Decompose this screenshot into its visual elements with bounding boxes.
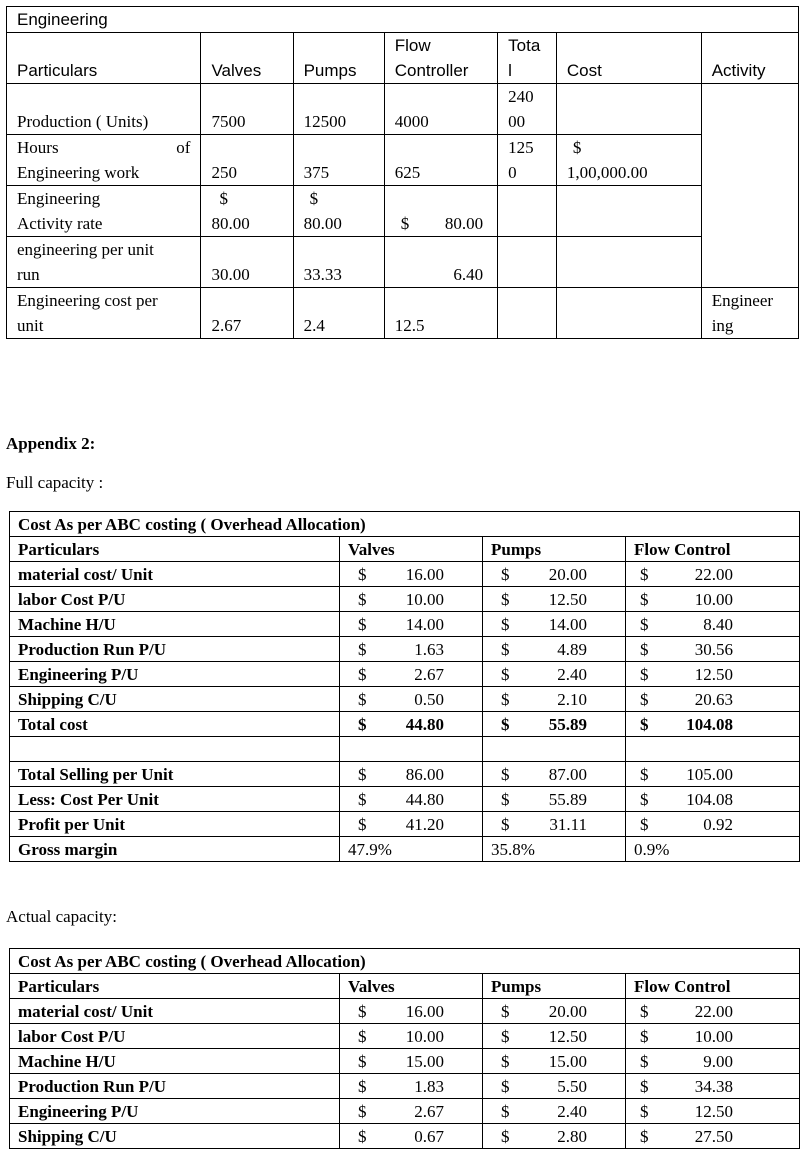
row-value: 10.00 bbox=[405, 590, 444, 609]
full-spacer-row bbox=[10, 737, 800, 762]
header-particulars: Particulars bbox=[7, 33, 201, 84]
actual-capacity-table bbox=[9, 948, 800, 1149]
currency-symbol: $ bbox=[640, 1077, 649, 1096]
table-row bbox=[10, 1099, 800, 1124]
row-value-cell bbox=[340, 662, 483, 687]
currency-symbol: $ bbox=[358, 565, 367, 584]
row-value-cell bbox=[483, 637, 626, 662]
full-gross-margin-row: Gross margin 47.9% 35.8% 0.9% bbox=[10, 837, 800, 862]
row-value: 34.38 bbox=[694, 1077, 734, 1096]
row-value-cell bbox=[483, 1124, 626, 1149]
row-value: 14.00 bbox=[548, 615, 587, 634]
currency-symbol: $ bbox=[640, 1002, 649, 1021]
table-row bbox=[10, 612, 800, 637]
table-row bbox=[10, 1024, 800, 1049]
row-value-cell bbox=[483, 1074, 626, 1099]
cpu-cost bbox=[556, 288, 701, 339]
currency-symbol: $ bbox=[640, 665, 649, 684]
production-cost bbox=[556, 84, 701, 135]
header-activity: Activity bbox=[701, 33, 798, 84]
per-run-valves: 30.00 bbox=[201, 237, 293, 288]
row-label: Shipping C/U bbox=[10, 687, 340, 712]
currency-symbol: $ bbox=[358, 1127, 367, 1146]
row-value: 2.67 bbox=[414, 665, 444, 684]
hours-label: Hours of Engineering work bbox=[7, 135, 201, 186]
row-value: 15.00 bbox=[405, 1052, 444, 1071]
currency-symbol: $ bbox=[501, 615, 510, 634]
currency-symbol: $ bbox=[501, 1027, 510, 1046]
row-value: 8.40 bbox=[703, 615, 734, 634]
currency-symbol: $ bbox=[501, 1052, 510, 1071]
row-value-cell bbox=[340, 1074, 483, 1099]
currency-symbol: $ bbox=[501, 1002, 510, 1021]
engineering-table bbox=[6, 6, 799, 339]
row-value-cell bbox=[340, 1099, 483, 1124]
row-value-cell bbox=[626, 562, 800, 587]
row-label: Engineering P/U bbox=[10, 662, 340, 687]
header-pumps: Pumps bbox=[293, 33, 384, 84]
cpu-pumps: 2.4 bbox=[293, 288, 384, 339]
rate-flow: $ 80.00 bbox=[384, 186, 497, 237]
currency-symbol: $ bbox=[501, 1102, 510, 1121]
full-profit-row: Profit per Unit $ 41.20 $ 31.11 $ 0.92 bbox=[10, 812, 800, 837]
actual-header-particulars: Particulars bbox=[10, 974, 340, 999]
table-row bbox=[10, 662, 800, 687]
currency-symbol: $ bbox=[501, 590, 510, 609]
header-total: Tota l bbox=[498, 33, 557, 84]
row-label: labor Cost P/U bbox=[10, 1024, 340, 1049]
row-label: Shipping C/U bbox=[10, 1124, 340, 1149]
engineering-title: Engineering bbox=[7, 7, 799, 33]
hours-total: 125 0 bbox=[498, 135, 557, 186]
production-flow: 4000 bbox=[384, 84, 497, 135]
currency-symbol: $ bbox=[358, 1027, 367, 1046]
currency-symbol: $ bbox=[640, 565, 649, 584]
hours-pumps: 375 bbox=[293, 135, 384, 186]
row-value-cell bbox=[483, 662, 626, 687]
production-label: Production ( Units) bbox=[7, 84, 201, 135]
row-value-cell bbox=[626, 612, 800, 637]
row-value: 20.63 bbox=[694, 690, 734, 709]
activity-blank bbox=[701, 84, 798, 288]
table-row bbox=[10, 637, 800, 662]
currency-symbol: $ bbox=[358, 1052, 367, 1071]
rate-total bbox=[498, 186, 557, 237]
currency-symbol: $ bbox=[501, 640, 510, 659]
header-flow-controller: Flow Controller bbox=[384, 33, 497, 84]
full-total-row: Total cost $ 44.80 $ 55.89 $ 104.08 bbox=[10, 712, 800, 737]
currency-symbol: $ bbox=[640, 590, 649, 609]
per-run-flow: 6.40 bbox=[384, 237, 497, 288]
full-selling-row: Total Selling per Unit $ 86.00 $ 87.00 $ 105.00 bbox=[10, 762, 800, 787]
table-row bbox=[10, 1074, 800, 1099]
row-value-cell bbox=[626, 637, 800, 662]
row-value-cell bbox=[483, 562, 626, 587]
row-label: Production Run P/U bbox=[10, 1074, 340, 1099]
row-value: 12.50 bbox=[548, 590, 587, 609]
row-value: 2.40 bbox=[557, 1102, 587, 1121]
row-value: 2.10 bbox=[557, 690, 587, 709]
row-label: material cost/ Unit bbox=[10, 562, 340, 587]
per-run-total bbox=[498, 237, 557, 288]
production-total: 240 00 bbox=[498, 84, 557, 135]
row-label: Machine H/U bbox=[10, 1049, 340, 1074]
currency-symbol: $ bbox=[640, 1102, 649, 1121]
currency-symbol: $ bbox=[358, 1002, 367, 1021]
row-value: 10.00 bbox=[694, 590, 734, 609]
row-value: 27.50 bbox=[694, 1127, 734, 1146]
currency-symbol: $ bbox=[358, 690, 367, 709]
row-value: 10.00 bbox=[694, 1027, 734, 1046]
currency-symbol: $ bbox=[358, 640, 367, 659]
row-value-cell bbox=[340, 587, 483, 612]
row-value: 0.67 bbox=[414, 1127, 444, 1146]
row-value: 2.40 bbox=[557, 665, 587, 684]
full-cost-rows bbox=[10, 562, 800, 712]
cpu-label: Engineering cost per unit bbox=[7, 288, 201, 339]
per-run-cost bbox=[556, 237, 701, 288]
row-value-cell bbox=[483, 587, 626, 612]
currency-symbol: $ bbox=[640, 615, 649, 634]
hours-cost: $ 1,00,000.00 bbox=[556, 135, 701, 186]
cpu-total bbox=[498, 288, 557, 339]
table-row bbox=[10, 1124, 800, 1149]
row-value-cell bbox=[626, 587, 800, 612]
full-capacity-table bbox=[9, 511, 800, 862]
currency-symbol: $ bbox=[501, 665, 510, 684]
row-label: Machine H/U bbox=[10, 612, 340, 637]
row-value: 1.63 bbox=[414, 640, 444, 659]
row-value: 15.00 bbox=[548, 1052, 587, 1071]
row-value-cell bbox=[626, 1049, 800, 1074]
row-value-cell bbox=[626, 999, 800, 1024]
row-value-cell bbox=[626, 662, 800, 687]
currency-symbol: $ bbox=[358, 590, 367, 609]
row-value: 12.50 bbox=[548, 1027, 587, 1046]
row-value: 12.50 bbox=[694, 665, 734, 684]
actual-header-pumps: Pumps bbox=[483, 974, 626, 999]
row-value: 14.00 bbox=[405, 615, 444, 634]
currency-symbol: $ bbox=[640, 690, 649, 709]
currency-symbol: $ bbox=[501, 690, 510, 709]
currency-symbol: $ bbox=[358, 615, 367, 634]
actual-capacity-caption: Actual capacity: bbox=[6, 907, 117, 926]
row-value: 4.89 bbox=[557, 640, 587, 659]
full-header-pumps: Pumps bbox=[483, 537, 626, 562]
row-value: 12.50 bbox=[694, 1102, 734, 1121]
row-value-cell bbox=[340, 999, 483, 1024]
table-row bbox=[10, 999, 800, 1024]
full-table-title: Cost As per ABC costing ( Overhead Allocation) bbox=[10, 512, 800, 537]
row-value: 2.67 bbox=[414, 1102, 444, 1121]
appendix-heading: Appendix 2: bbox=[6, 434, 96, 453]
table-row bbox=[10, 562, 800, 587]
rate-label: Engineering Activity rate bbox=[7, 186, 201, 237]
actual-table-title: Cost As per ABC costing ( Overhead Allocation) bbox=[10, 949, 800, 974]
rate-valves: $ 80.00 bbox=[201, 186, 293, 237]
row-value-cell bbox=[626, 1099, 800, 1124]
actual-header-valves: Valves bbox=[340, 974, 483, 999]
per-run-label: engineering per unit run bbox=[7, 237, 201, 288]
currency-symbol: $ bbox=[358, 1077, 367, 1096]
row-value-cell bbox=[340, 612, 483, 637]
cpu-flow: 12.5 bbox=[384, 288, 497, 339]
actual-cost-rows bbox=[10, 999, 800, 1149]
actual-header-flow-control: Flow Control bbox=[626, 974, 800, 999]
per-run-pumps: 33.33 bbox=[293, 237, 384, 288]
cpu-valves: 2.67 bbox=[201, 288, 293, 339]
row-value-cell bbox=[483, 1099, 626, 1124]
row-value: 16.00 bbox=[405, 565, 444, 584]
hours-valves: 250 bbox=[201, 135, 293, 186]
row-value-cell bbox=[340, 637, 483, 662]
row-label: labor Cost P/U bbox=[10, 587, 340, 612]
full-header-particulars: Particulars bbox=[10, 537, 340, 562]
full-capacity-caption: Full capacity : bbox=[6, 473, 104, 492]
row-value-cell bbox=[340, 687, 483, 712]
row-value-cell bbox=[483, 1024, 626, 1049]
full-header-valves: Valves bbox=[340, 537, 483, 562]
currency-symbol: $ bbox=[501, 1077, 510, 1096]
row-value: 22.00 bbox=[694, 1002, 734, 1021]
row-label: Engineering P/U bbox=[10, 1099, 340, 1124]
currency-symbol: $ bbox=[501, 1127, 510, 1146]
row-label: Production Run P/U bbox=[10, 637, 340, 662]
row-value: 0.50 bbox=[414, 690, 444, 709]
row-hours bbox=[7, 135, 799, 186]
row-value: 20.00 bbox=[548, 1002, 587, 1021]
table-row bbox=[10, 587, 800, 612]
hours-flow: 625 bbox=[384, 135, 497, 186]
row-value-cell bbox=[626, 687, 800, 712]
row-production bbox=[7, 84, 799, 135]
currency-symbol: $ bbox=[640, 1052, 649, 1071]
full-less-cost-row: Less: Cost Per Unit $ 44.80 $ 55.89 $ 104.08 bbox=[10, 787, 800, 812]
row-value-cell bbox=[483, 999, 626, 1024]
rate-pumps: $ 80.00 bbox=[293, 186, 384, 237]
currency-symbol: $ bbox=[640, 1027, 649, 1046]
row-value: 22.00 bbox=[694, 565, 734, 584]
table-row bbox=[10, 687, 800, 712]
currency-symbol: $ bbox=[358, 665, 367, 684]
row-value-cell bbox=[340, 1024, 483, 1049]
table-row bbox=[10, 1049, 800, 1074]
row-value: 20.00 bbox=[548, 565, 587, 584]
row-value: 10.00 bbox=[405, 1027, 444, 1046]
row-value-cell bbox=[626, 1074, 800, 1099]
row-value-cell bbox=[483, 687, 626, 712]
rate-cost bbox=[556, 186, 701, 237]
row-value: 5.50 bbox=[557, 1077, 587, 1096]
currency-symbol: $ bbox=[640, 640, 649, 659]
row-value-cell bbox=[626, 1024, 800, 1049]
row-value-cell bbox=[340, 1124, 483, 1149]
row-value-cell bbox=[626, 1124, 800, 1149]
full-header-flow-control: Flow Control bbox=[626, 537, 800, 562]
row-value-cell bbox=[340, 562, 483, 587]
row-value-cell bbox=[483, 612, 626, 637]
row-label: material cost/ Unit bbox=[10, 999, 340, 1024]
row-value-cell bbox=[340, 1049, 483, 1074]
row-value: 16.00 bbox=[405, 1002, 444, 1021]
row-value: 2.80 bbox=[557, 1127, 587, 1146]
header-cost: Cost bbox=[556, 33, 701, 84]
header-valves: Valves bbox=[201, 33, 293, 84]
currency-symbol: $ bbox=[501, 565, 510, 584]
row-value-cell bbox=[483, 1049, 626, 1074]
production-pumps: 12500 bbox=[293, 84, 384, 135]
currency-symbol: $ bbox=[358, 1102, 367, 1121]
production-valves: 7500 bbox=[201, 84, 293, 135]
row-value: 9.00 bbox=[703, 1052, 734, 1071]
cpu-activity: Engineer ing bbox=[701, 288, 798, 339]
row-per-run bbox=[7, 237, 799, 288]
row-value: 30.56 bbox=[694, 640, 734, 659]
row-rate bbox=[7, 186, 799, 237]
currency-symbol: $ bbox=[640, 1127, 649, 1146]
row-cost-per-unit bbox=[7, 288, 799, 339]
row-value: 1.83 bbox=[414, 1077, 444, 1096]
